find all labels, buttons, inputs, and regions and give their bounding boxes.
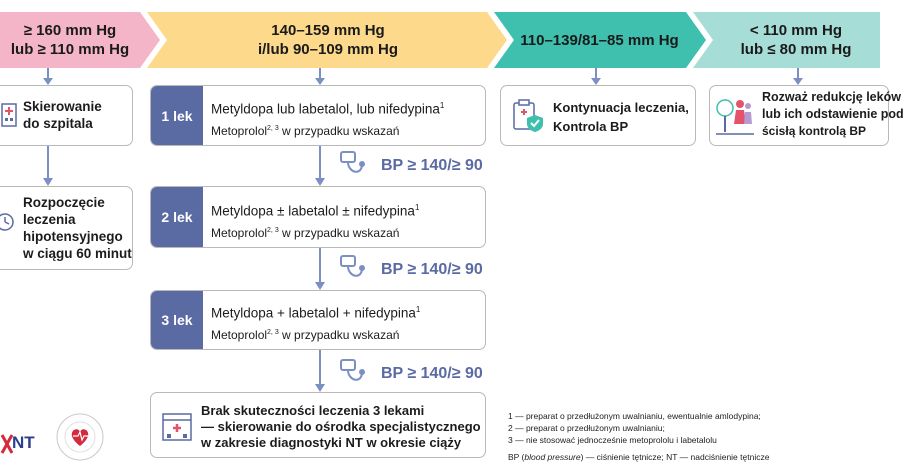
nt-logo — [0, 431, 40, 461]
step-3-sub-sup: 2, 3 — [267, 329, 279, 336]
hospital-icon — [1, 100, 19, 130]
step-2-badge: 2 lek — [151, 187, 203, 247]
step-2-sub-sup: 2, 3 — [267, 227, 279, 234]
step-1-sub-rest: w przypadku wskazań — [278, 124, 400, 138]
footnote-abbr-pre: BP ( — [508, 452, 525, 462]
footnote-3: 3 — nie stosować jednocześnie metoprololu i labetalolu — [508, 435, 717, 445]
continue-treatment-line2: Kontrola BP — [553, 119, 629, 134]
footnote-abbreviations — [508, 451, 769, 464]
header-severe-line2: lub ≥ 110 mm Hg — [10, 41, 130, 58]
bp-monitor-icon — [338, 150, 368, 180]
step-3-main-sup: 1 — [415, 305, 421, 314]
step-1-main-sup: 1 — [439, 101, 445, 110]
arrowhead — [591, 78, 601, 85]
step-1-badge: 1 lek — [151, 86, 203, 145]
nt-logo-text: NT — [12, 433, 35, 452]
footnote-abbr-post: ) — ciśnienie tętnicze; NT — nadciśnienie tętnicze — [580, 452, 770, 462]
step-2-main — [211, 199, 419, 220]
reduce-medication-line2: lub ich odstawienie pod — [762, 107, 904, 121]
reduce-medication-line1: Rozważ redukcję leków — [762, 90, 901, 104]
header-normal-line1: 110–139/81–85 mm Hg — [520, 31, 679, 49]
arrowhead — [793, 78, 803, 85]
step-2-sub-rest: w przypadku wskazań — [278, 226, 400, 240]
step-1-main-text: Metyldopa lub labetalol, lub nifedypina — [211, 101, 440, 117]
hospital-referral-line2: do szpitala — [23, 116, 93, 131]
header-low-line1: < 110 mm Hg — [749, 22, 843, 39]
step-3-sub-rest: w przypadku wskazań — [278, 328, 400, 342]
bp-threshold-label-1: BP ≥ 140/≥ 90 — [381, 157, 483, 174]
society-seal-graphic — [55, 412, 105, 462]
step-2-main-text: Metyldopa ± labetalol ± nifedypina — [211, 203, 415, 219]
arrowhead — [43, 178, 53, 186]
step-2-main-sup: 1 — [414, 203, 420, 212]
footnote-abbr-italic: blood pressure — [524, 452, 581, 462]
start-treatment-box — [0, 186, 133, 270]
start-treatment-line4: w ciągu 60 minut — [23, 246, 132, 261]
arrowhead — [315, 384, 325, 392]
arrowhead — [315, 78, 325, 85]
footnote-1: 1 — preparat o przedłużonym uwalnianiu, ewentualnie amlodypina; — [508, 411, 761, 421]
step-3-main-text: Metyldopa + labetalol + nifedypina — [211, 305, 416, 321]
step-1-sub — [211, 120, 399, 140]
reduce-medication-box — [709, 85, 904, 146]
specialist-referral-line1: Brak skuteczności leczenia 3 lekami — [201, 403, 425, 418]
bp-monitor-icon — [338, 254, 368, 284]
step-1-main — [211, 97, 444, 118]
start-treatment-line2: leczenia — [23, 212, 76, 227]
reduce-medication-line3: ścisłą kontrolą BP — [762, 124, 867, 138]
society-seal — [55, 412, 105, 462]
step-3-main — [211, 301, 420, 322]
hospital-icon — [159, 408, 195, 444]
continue-treatment-line1: Kontynuacja leczenia, — [553, 100, 689, 115]
header-severe-line1: ≥ 160 mm Hg — [23, 22, 117, 39]
specialist-referral-line2: — skierowanie do ośrodka specjalistycznego — [201, 419, 481, 434]
step-1-sub-drug: Metoprolol — [211, 124, 268, 138]
nature-walk-icon — [714, 94, 756, 138]
footnote-2: 2 — preparat o przedłużonym uwalnianiu; — [508, 423, 665, 433]
hospital-referral-line1: Skierowanie — [23, 99, 102, 114]
start-treatment-line1: Rozpoczęcie — [23, 195, 105, 210]
specialist-referral-line3: w zakresie diagnostyki NT w okresie ciąży — [201, 435, 462, 450]
specialist-referral-box — [150, 392, 486, 458]
continue-treatment-box — [500, 85, 696, 146]
step-3-sub — [211, 324, 399, 344]
arrowhead — [315, 282, 325, 290]
bp-threshold-label-3: BP ≥ 140/≥ 90 — [381, 365, 483, 382]
step-2-sub-drug: Metoprolol — [211, 226, 268, 240]
header-moderate-line1: 140–159 mm Hg — [271, 22, 385, 39]
step-1-sub-sup: 2, 3 — [267, 125, 279, 132]
start-treatment-line3: hipotensyjnego — [23, 229, 123, 244]
arrowhead — [43, 78, 53, 85]
header-moderate-line2: i/lub 90–109 mm Hg — [257, 41, 399, 58]
shield-check-icon — [511, 97, 545, 135]
hospital-referral-box — [0, 85, 133, 146]
step-3-sub-drug: Metoprolol — [211, 328, 268, 342]
header-low-line2: lub ≤ 80 mm Hg — [740, 41, 852, 58]
bp-threshold-label-2: BP ≥ 140/≥ 90 — [381, 261, 483, 278]
bp-monitor-icon — [338, 358, 368, 388]
step-3-badge: 3 lek — [151, 291, 203, 349]
step-2-sub — [211, 222, 399, 242]
arrowhead — [315, 178, 325, 186]
clock-icon — [0, 211, 15, 233]
